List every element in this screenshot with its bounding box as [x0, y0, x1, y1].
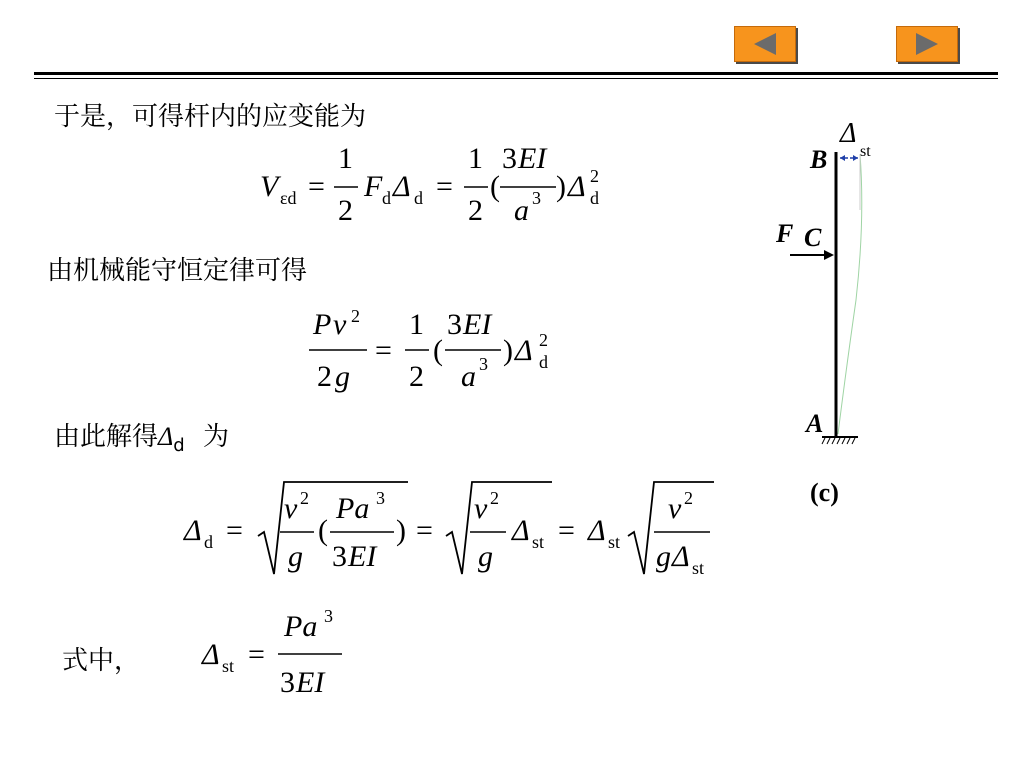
svg-text:st: st — [222, 656, 235, 676]
svg-text:v: v — [284, 492, 298, 525]
svg-text:Δ: Δ — [588, 514, 606, 547]
svg-text:g: g — [478, 540, 493, 573]
svg-text:2: 2 — [351, 306, 360, 326]
svg-text:1: 1 — [409, 308, 424, 341]
svg-text:st: st — [692, 558, 705, 578]
text-strain-energy-intro: 于是，可得杆内的应变能为 — [54, 102, 367, 132]
svg-text:Δ: Δ — [672, 540, 690, 573]
label-delta-st: Δ — [840, 118, 857, 149]
svg-text:2: 2 — [590, 166, 599, 186]
label-f: F — [776, 219, 794, 248]
svg-text:Δ: Δ — [512, 514, 530, 547]
svg-text:2: 2 — [300, 488, 309, 508]
svg-text:F: F — [364, 170, 383, 203]
svg-text:=: = — [226, 514, 243, 547]
svg-text:3: 3 — [479, 354, 488, 374]
label-a: A — [806, 409, 824, 438]
svg-text:εd: εd — [280, 188, 297, 208]
svg-text:V: V — [260, 170, 279, 203]
equation-delta-d — [180, 474, 720, 584]
svg-text:3: 3 — [502, 142, 517, 175]
label-b: B — [810, 145, 828, 174]
deflection-curve — [838, 154, 862, 434]
prev-slide-button[interactable] — [734, 26, 796, 62]
svg-text:d: d — [590, 188, 599, 208]
svg-text:Δ: Δ — [393, 170, 411, 203]
svg-text:v: v — [668, 492, 682, 525]
svg-text:(: ( — [433, 334, 443, 367]
equation-energy-balance — [305, 300, 585, 400]
svg-text:): ) — [556, 170, 566, 203]
svg-text:Δ: Δ — [202, 638, 220, 671]
header-rule — [34, 72, 998, 75]
svg-text:1: 1 — [338, 142, 353, 175]
svg-text:st: st — [608, 532, 621, 552]
svg-text:d: d — [414, 188, 423, 208]
header-rule-thin — [34, 78, 998, 79]
triangle-left-icon — [735, 27, 795, 61]
svg-text:3: 3 — [532, 188, 541, 208]
svg-text:v: v — [474, 492, 488, 525]
svg-text:EI: EI — [296, 666, 325, 699]
svg-text:3: 3 — [324, 606, 333, 626]
svg-text:=: = — [558, 514, 575, 547]
svg-text:Δ: Δ — [515, 334, 533, 367]
svg-text:=: = — [248, 638, 265, 671]
svg-text:EI: EI — [348, 540, 377, 573]
text-solve-delta: 由此解得$\Delta_d$ 为 — [54, 422, 229, 456]
svg-text:g: g — [656, 540, 671, 573]
svg-text:2: 2 — [338, 194, 353, 227]
svg-text:1: 1 — [468, 142, 483, 175]
svg-text:d: d — [539, 352, 548, 372]
text-energy-conservation: 由机械能守恒定律可得 — [47, 256, 308, 286]
svg-text:=: = — [436, 170, 453, 203]
svg-text:2: 2 — [317, 360, 332, 393]
triangle-right-icon — [897, 27, 957, 61]
svg-text:2: 2 — [468, 194, 483, 227]
svg-text:): ) — [503, 334, 513, 367]
svg-text:3: 3 — [332, 540, 347, 573]
svg-text:v: v — [333, 308, 347, 341]
svg-text:Δ: Δ — [184, 514, 202, 547]
svg-text:EI: EI — [518, 142, 547, 175]
svg-text:=: = — [375, 334, 392, 367]
svg-text:st: st — [532, 532, 545, 552]
figure-caption: (c) — [810, 478, 839, 507]
svg-text:g: g — [335, 360, 350, 393]
svg-text:): ) — [396, 514, 406, 547]
svg-text:a: a — [461, 360, 476, 393]
svg-text:2: 2 — [684, 488, 693, 508]
svg-text:a: a — [514, 194, 529, 227]
svg-text:=: = — [308, 170, 325, 203]
beam-diagram — [770, 110, 890, 450]
equation-delta-st — [196, 606, 366, 706]
svg-text:2: 2 — [409, 360, 424, 393]
next-slide-button[interactable] — [896, 26, 958, 62]
svg-text:Pa: Pa — [284, 610, 318, 643]
label-delta-st-sub: st — [860, 143, 871, 160]
svg-text:Pa: Pa — [336, 492, 370, 525]
svg-text:EI: EI — [463, 308, 492, 341]
svg-text:3: 3 — [280, 666, 295, 699]
svg-text:=: = — [416, 514, 433, 547]
text-where: 式中， — [62, 646, 141, 676]
label-c: C — [804, 223, 822, 252]
svg-text:2: 2 — [539, 330, 548, 350]
svg-text:P: P — [313, 308, 332, 341]
svg-text:3: 3 — [447, 308, 462, 341]
svg-text:3: 3 — [376, 488, 385, 508]
svg-text:d: d — [382, 188, 391, 208]
svg-text:(: ( — [490, 170, 500, 203]
svg-text:2: 2 — [490, 488, 499, 508]
svg-text:d: d — [204, 532, 213, 552]
svg-text:Δ: Δ — [568, 170, 586, 203]
equation-strain-energy — [250, 140, 630, 240]
support-hatching — [822, 438, 855, 444]
svg-text:(: ( — [318, 514, 328, 547]
svg-text:g: g — [288, 540, 303, 573]
